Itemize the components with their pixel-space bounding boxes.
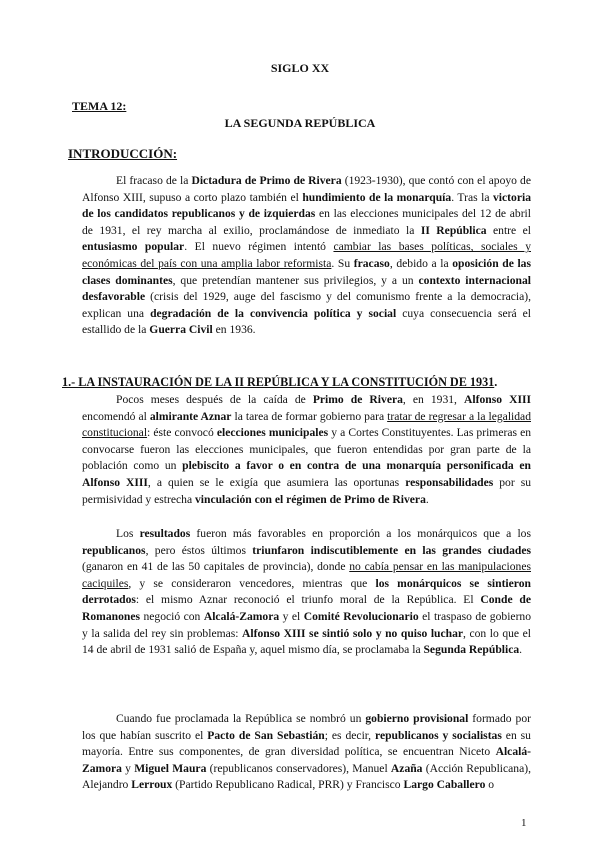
p1-bold: responsabilidades	[405, 475, 494, 489]
intro-heading: INTRODUCCIÓN:	[68, 146, 178, 161]
p3-text: (Partido Republicano Radical, PRR) y Francisco	[172, 778, 404, 792]
intro-bold: victoria de los candidatos republicanos y de izquierdas	[82, 190, 531, 221]
p2-text: (ganaron en 41 de las 50 capitales de provincia), donde	[82, 560, 350, 574]
intro-bold: hundimiento de la monarquía	[302, 190, 452, 204]
intro-underline: cambiar las bases políticas, sociales y económicas del país con una amplia labor reformista	[82, 240, 531, 270]
p2-text: el traspaso de gobierno y la salida del rey sin problemas:	[82, 609, 532, 640]
p2-bold: resultados	[139, 527, 191, 540]
p2-bold: triunfaron indiscutiblemente en las grandes ciudades	[252, 543, 531, 557]
intro-text: . Tras la	[451, 190, 493, 204]
section-1-paragraph-2	[82, 526, 531, 659]
p1-text: encomendó al	[82, 409, 150, 423]
p3-bold: Alcalá-Zamora	[82, 745, 531, 775]
p3-text: Cuando fue proclamada la República se nombró un	[116, 712, 366, 725]
section-1-heading-dot: .	[494, 375, 498, 389]
p1-bold: Alfonso XIII	[464, 393, 531, 406]
intro-bold: oposición de las clases dominantes	[82, 256, 531, 287]
p2-text: .	[519, 643, 523, 657]
p2-bold: Alfonso XIII se sintió solo y no quiso luchar	[242, 626, 464, 640]
p2-bold: Alcalá-Zamora	[203, 609, 280, 623]
p2-underline: no cabía pensar en las manipulaciones caciquiles	[82, 560, 531, 590]
intro-text: . Su	[331, 256, 354, 270]
intro-bold: contexto internacional desfavorable	[82, 273, 531, 304]
p2-text: , pero éstos últimos	[145, 543, 253, 557]
intro-text: El fracaso de la	[116, 174, 192, 187]
intro-text: en las elecciones municipales del 12 de abril de 1931, el rey marcha al exilio, proclamándose de inmediato la	[82, 207, 531, 237]
p2-text: negoció con	[139, 609, 204, 623]
p1-bold: almirante Aznar	[149, 409, 232, 423]
p1-bold: vinculación con el régimen de Primo de Rivera	[195, 492, 426, 506]
p1-text: .	[425, 492, 429, 506]
intro-bold: II República	[420, 223, 487, 237]
p2-bold: los monárquicos se sintieron derrotados	[82, 576, 531, 607]
intro-bold: Guerra Civil	[149, 323, 213, 337]
p1-text: , en 1931,	[402, 393, 465, 406]
section-1-paragraph-1	[82, 392, 531, 508]
intro-text: (crisis del 1929, auge del fascismo y del comunismo frente a la democracia), explican una	[82, 290, 531, 320]
p3-text: (Acción Republicana), Alejandro	[82, 761, 532, 792]
p3-bold: Largo Caballero	[403, 778, 486, 792]
p2-text: , y se consideraron vencedores, mientras que	[128, 576, 376, 590]
p3-text: formado por los que habían suscrito el	[82, 712, 531, 742]
intro-text: entre el	[486, 223, 532, 237]
p3-text: o	[485, 778, 495, 792]
p2-bold: Conde de Romanones	[82, 593, 531, 623]
p1-bold: Primo de Rivera	[312, 393, 403, 406]
p3-text: (republicanos conservadores), Manuel	[206, 761, 391, 775]
p3-bold: Azaña	[390, 761, 423, 775]
p2-bold: Comité Revolucionario	[303, 609, 419, 623]
intro-text: , debido a la	[389, 256, 453, 270]
century-heading: SIGLO XX	[270, 61, 330, 75]
p1-underline: tratar de regresar a la legalidad constitucional	[82, 409, 531, 440]
p1-bold: plebiscito a favor o en contra de una monarquía personificada en Alfonso XIII	[82, 459, 532, 489]
section-1-heading	[62, 375, 497, 390]
tema-label: TEMA 12:	[72, 99, 127, 113]
p2-bold: republicanos	[82, 543, 146, 557]
p1-text: : éste convocó	[147, 426, 217, 440]
intro-text: , que pretendían mantener sus privilegios, y a un	[172, 273, 419, 287]
p3-text: y	[121, 761, 135, 775]
p3-bold: gobierno provisional	[365, 712, 469, 725]
p2-text: y el	[279, 609, 304, 623]
intro-text: en 1936.	[212, 323, 256, 337]
p2-text: : el mismo Aznar reconoció el triunfo moral de la República. El	[135, 593, 481, 607]
intro-text: (1923-1930), que contó con el apoyo de Alfonso XIII, supuso a corto plazo también el	[82, 174, 531, 204]
p3-bold: Lerroux	[131, 778, 173, 792]
page-number: 1	[521, 817, 527, 829]
document-title: LA SEGUNDA REPÚBLICA	[224, 116, 376, 130]
p1-text: la tarea de formar gobierno para	[231, 409, 388, 423]
p2-text: fueron más favorables en proporción a los monárquicos que a los	[190, 527, 531, 540]
intro-bold: entusiasmo popular	[82, 240, 185, 254]
p1-text: , a quien se le exigía que asumiera las oportunas	[147, 475, 406, 489]
p3-text: en su mayoría. Entre sus componentes, de gran diversidad política, se encuentran Niceto	[82, 728, 531, 759]
p3-bold: republicanos y socialistas	[375, 728, 502, 742]
p1-text: y a Cortes Constituyentes. Las primeras en convocarse fueron las elecciones municipales, que fueron entendidas por gran parte de la población como un	[82, 426, 532, 473]
intro-bold: fracaso	[353, 256, 390, 270]
section-1-heading-text: 1.- LA INSTAURACIÓN DE LA II REPÚBLICA Y LA CONSTITUCIÓN DE 1931	[62, 375, 495, 389]
intro-bold: degradación de la convivencia política y social	[150, 306, 397, 320]
intro-text: cuya consecuencia será el estallido de la	[82, 306, 531, 337]
section-1-paragraph-3	[82, 711, 531, 794]
intro-text: . El nuevo régimen intentó	[184, 240, 334, 254]
p3-bold: Pacto de San Sebastián	[207, 728, 325, 742]
p3-text: ; es decir,	[324, 728, 376, 742]
p1-bold: elecciones municipales	[216, 426, 329, 440]
p2-text: Los	[116, 527, 140, 540]
p1-text: Pocos meses después de la caída de	[116, 393, 313, 406]
intro-paragraph	[82, 173, 531, 339]
p3-bold: Miguel Maura	[134, 761, 207, 775]
intro-bold: Dictadura de Primo de Rivera	[191, 174, 342, 187]
p2-bold: Segunda República	[423, 643, 520, 657]
p2-text: , con lo que el 14 de abril de 1931 salió de España y, aquel mismo día, se proclamaba la	[82, 626, 531, 657]
p1-text: por su permisividad y estrecha	[82, 475, 531, 506]
